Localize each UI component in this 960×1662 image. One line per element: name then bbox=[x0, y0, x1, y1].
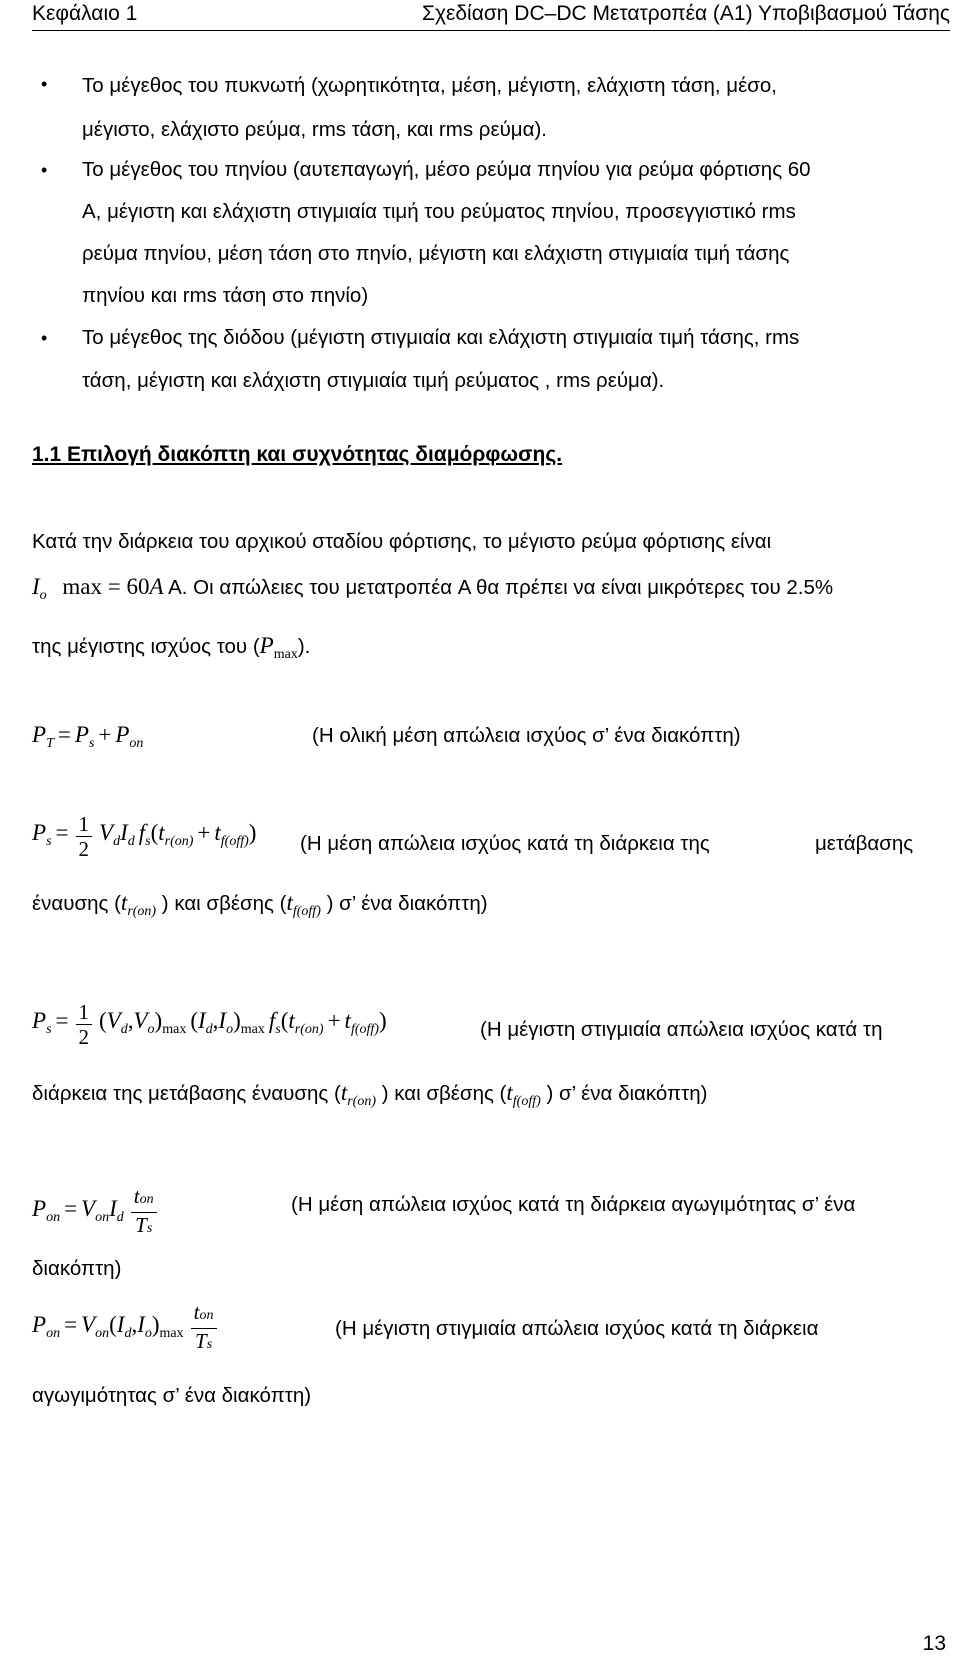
section-heading: 1.1 Επιλογή διακόπτη και συχνότητας διαμόρφωσης. bbox=[32, 443, 563, 466]
equation-2-description: (Η μέση απώλεια ισχύος κατά τη διάρκεια της bbox=[300, 832, 710, 855]
equation-3-description: (Η μέγιστη στιγμιαία απώλεια ισχύος κατά τη bbox=[480, 1018, 883, 1041]
page-header bbox=[32, 0, 950, 31]
intro-line-2-text: A. Οι απώλειες του μετατροπέα A θα πρέπει να είναι μικρότερες του 2.5% bbox=[168, 576, 834, 599]
chapter-title: Σχεδίαση DC–DC Μετατροπέα (Α1) Υποβιβασμού Τάσης bbox=[421, 2, 950, 25]
equation-5: Pon = Von(Id,Io)max $\frac{\text{ton}}{Ts}$ bbox=[32, 1300, 220, 1357]
equation-2-description-end: μετάβασης bbox=[815, 832, 914, 855]
equation-5-continuation: αγωγιμότητας σ’ ένα διακόπτη) bbox=[32, 1384, 312, 1407]
equation-3: Ps = $\frac{1}{2}$ (Vd,Vo)max (Id,Io)max fs(tr(on) + tf(off)) bbox=[32, 1000, 387, 1049]
equation-2: Ps = $\frac{1}{2}$ VdId fs(tr(on) + tf(off)) bbox=[32, 812, 257, 861]
bullet-marker: • bbox=[41, 328, 48, 348]
bullet-2-line-3: ρεύμα πηνίου, μέση τάση στο πηνίο, μέγιστη και ελάχιστη στιγμιαία τιμή τάσης bbox=[82, 242, 790, 265]
equation-4-continuation: διακόπτη) bbox=[32, 1257, 122, 1280]
intro-line-1: Κατά την διάρκεια του αρχικού σταδίου φόρτισης, το μέγιστο ρεύμα φόρτισης είναι bbox=[32, 530, 772, 553]
bullet-1-line-2: μέγιστο, ελάχιστο ρεύμα, rms τάση, και rms ρεύμα). bbox=[82, 118, 547, 141]
bullet-2-line-1: Το μέγεθος του πηνίου (αυτεπαγωγή, μέσο ρεύμα πηνίου για ρεύμα φόρτισης 60 bbox=[82, 158, 811, 181]
equation-4-description: (Η μέση απώλεια ισχύος κατά τη διάρκεια αγωγιμότητας σ’ ένα bbox=[291, 1193, 856, 1216]
page-number: 13 bbox=[922, 1632, 946, 1655]
chapter-label: Κεφάλαιο 1 bbox=[32, 2, 138, 25]
bullet-marker: • bbox=[41, 160, 48, 180]
bullet-3-line-1: Το μέγεθος της διόδου (μέγιστη στιγμιαία και ελάχιστη στιγμιαία τιμή τάσης, rms bbox=[82, 326, 800, 349]
bullet-marker: • bbox=[41, 74, 48, 94]
equation-1-description: (Η ολική μέση απώλεια ισχύος σ’ ένα διακόπτη) bbox=[312, 724, 741, 747]
equation-1: PT = Ps + Pon bbox=[32, 722, 144, 751]
bullet-2-line-4: πηνίου και rms τάση στο πηνίο) bbox=[82, 284, 369, 307]
io-max-symbol: I bbox=[32, 574, 40, 599]
pmax-symbol: P bbox=[259, 633, 274, 658]
equation-3-continuation: διάρκεια της μετάβασης έναυσης ($t_{r(on)}$ ) και σβέσης ($t_{f(off)}$ ) σ’ ένα διακόπτη) bbox=[32, 1080, 708, 1109]
intro-line-3: της μέγιστης ισχύος του $(P_{max})$. bbox=[32, 633, 311, 662]
equation-5-description: (Η μέγιστη στιγμιαία απώλεια ισχύος κατά τη διάρκεια bbox=[335, 1317, 819, 1340]
bullet-3-line-2: τάση, μέγιστη και ελάχιστη στιγμιαία τιμή ρεύματος , rms ρεύμα). bbox=[82, 369, 665, 392]
equation-4: Pon = VonId $\frac{\text{ton}}{Ts}$ bbox=[32, 1184, 160, 1241]
bullet-1-line-1: Το μέγεθος του πυκνωτή (χωρητικότητα, μέση, μέγιστη, ελάχιστη τάση, μέσο, bbox=[82, 74, 777, 97]
bullet-2-line-2: A, μέγιστη και ελάχιστη στιγμιαία τιμή του ρεύματος πηνίου, προσεγγιστικό rms bbox=[82, 200, 796, 223]
intro-line-2: $I_o$ max = 60A A. Οι απώλειες του μετατροπέα A θα πρέπει να είναι μικρότερες του 2.5% bbox=[32, 574, 834, 603]
equation-2-continuation: έναυσης ($t_{r(on)}$ ) και σβέσης ($t_{f(off)}$ ) σ’ ένα διακόπτη) bbox=[32, 890, 488, 919]
